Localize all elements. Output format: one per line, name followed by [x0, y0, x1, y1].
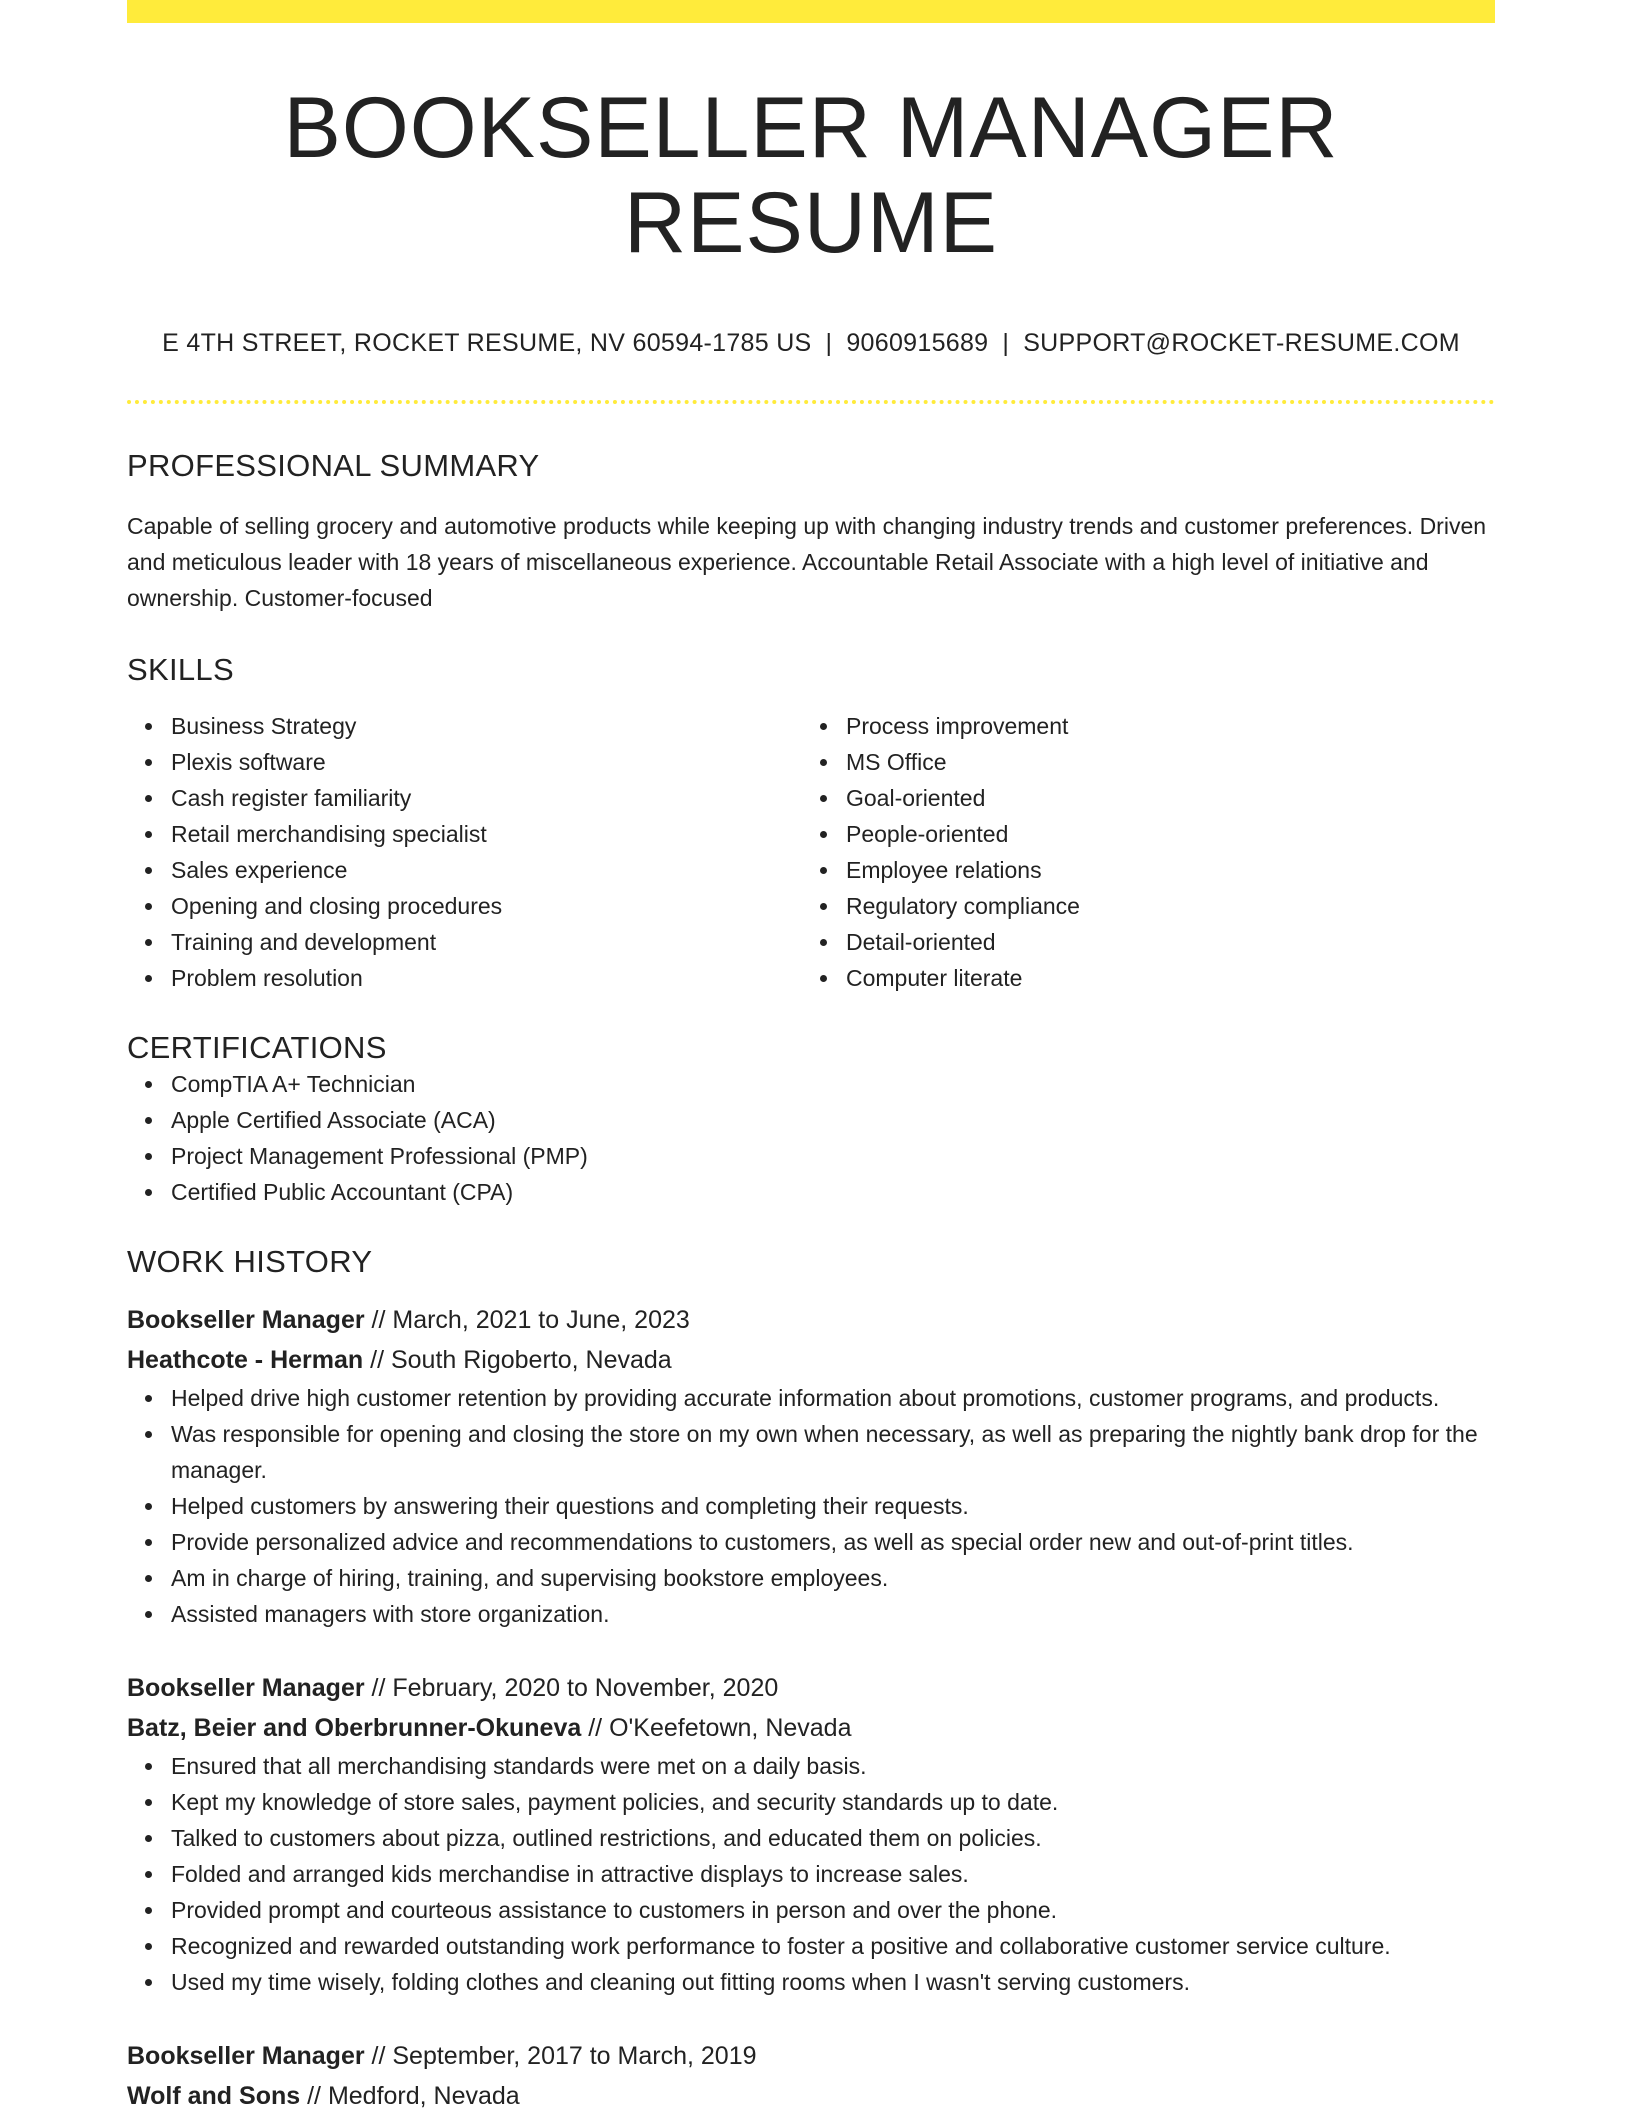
skill-item: Training and development	[171, 924, 802, 960]
skill-item: Employee relations	[846, 852, 1477, 888]
job-duty: Was responsible for opening and closing the store on my own when necessary, as well as preparing the nightly bank drop for the manager.	[171, 1416, 1495, 1488]
job-duty: Helped customers by answering their questions and completing their requests.	[171, 1488, 1495, 1524]
job-entry	[127, 2036, 1495, 2116]
resume-page	[127, 0, 1495, 2116]
job-duty: Kept my knowledge of store sales, payment policies, and security standards up to date.	[171, 1784, 1495, 1820]
job-title-line	[127, 1300, 1495, 1340]
email-link[interactable]: SUPPORT@ROCKET-RESUME.COM	[1023, 329, 1460, 358]
job-duty: Ensured that all merchandising standards were met on a daily basis.	[171, 1748, 1495, 1784]
contact-separator: |	[825, 329, 833, 358]
skill-item: Problem resolution	[171, 960, 802, 996]
job-duty: Recognized and rewarded outstanding work performance to foster a positive and collaborative customer service culture.	[171, 1928, 1495, 1964]
certification-item: Apple Certified Associate (ACA)	[171, 1102, 1495, 1138]
certification-item: Project Management Professional (PMP)	[171, 1138, 1495, 1174]
skill-item: Sales experience	[171, 852, 802, 888]
skills-list-left	[127, 708, 802, 996]
skill-item: Detail-oriented	[846, 924, 1477, 960]
skill-item: Process improvement	[846, 708, 1477, 744]
skill-item: Retail merchandising specialist	[171, 816, 802, 852]
job-entry	[127, 1668, 1495, 2000]
job-title-line	[127, 2036, 1495, 2076]
job-duty: Used my time wisely, folding clothes and cleaning out fitting rooms when I wasn't serving customers.	[171, 1964, 1495, 2000]
job-dates: // March, 2021 to June, 2023	[364, 1306, 690, 1335]
job-duty: Assisted managers with store organization.	[171, 1596, 1495, 1632]
contact-line	[127, 328, 1495, 358]
certification-item: Certified Public Accountant (CPA)	[171, 1174, 1495, 1210]
resume-title: BOOKSELLER MANAGER RESUME	[283, 80, 1339, 271]
job-duty: Talked to customers about pizza, outlined restrictions, and educated them on policies.	[171, 1820, 1495, 1856]
job-duties-list	[127, 1380, 1495, 1632]
job-title: Bookseller Manager	[127, 2042, 365, 2071]
work-history-heading: WORK HISTORY	[127, 1244, 373, 1280]
accent-bar	[127, 0, 1495, 23]
skills-heading: SKILLS	[127, 652, 234, 688]
summary-heading: PROFESSIONAL SUMMARY	[127, 448, 540, 484]
skill-item: Cash register familiarity	[171, 780, 802, 816]
skill-item: Plexis software	[171, 744, 802, 780]
job-title: Bookseller Manager	[127, 1674, 365, 1703]
job-entry	[127, 1300, 1495, 1632]
company-location: // Medford, Nevada	[300, 2082, 520, 2111]
job-company-line	[127, 1708, 1495, 1748]
skill-item: Computer literate	[846, 960, 1477, 996]
dotted-divider	[127, 400, 1495, 404]
job-title: Bookseller Manager	[127, 1306, 365, 1335]
job-duty: Provided prompt and courteous assistance to customers in person and over the phone.	[171, 1892, 1495, 1928]
job-duty: Provide personalized advice and recommendations to customers, as well as special order new and out-of-print titles.	[171, 1524, 1495, 1560]
job-dates: // February, 2020 to November, 2020	[364, 1674, 779, 1703]
skills-list-right	[802, 708, 1477, 996]
skills-column-left	[127, 708, 802, 996]
job-duty: Helped drive high customer retention by providing accurate information about promotions, customer programs, and products.	[171, 1380, 1495, 1416]
job-company-line	[127, 2076, 1495, 2116]
company-name: Batz, Beier and Oberbrunner-Okuneva	[127, 1714, 582, 1743]
summary-text: Capable of selling grocery and automotive products while keeping up with changing industry trends and customer preferences. Driven and meticulous leader with 18 years of miscellaneous experience. Accountable Retail Associate with a high level of initiative and ownership. Customer-focused	[127, 513, 1487, 612]
skill-item: Goal-oriented	[846, 780, 1477, 816]
contact-separator: |	[1002, 329, 1010, 358]
phone: 9060915689	[846, 329, 989, 358]
company-location: // O'Keefetown, Nevada	[581, 1714, 852, 1743]
certifications-list	[127, 1066, 1495, 1210]
job-company-line	[127, 1340, 1495, 1380]
skills-column-right	[802, 708, 1477, 996]
skill-item: Business Strategy	[171, 708, 802, 744]
certification-item: CompTIA A+ Technician	[171, 1066, 1495, 1102]
job-dates: // September, 2017 to March, 2019	[364, 2042, 757, 2071]
job-duty: Am in charge of hiring, training, and supervising bookstore employees.	[171, 1560, 1495, 1596]
job-duties-list	[127, 1748, 1495, 2000]
skills-columns	[127, 708, 1495, 996]
company-name: Heathcote - Herman	[127, 1346, 364, 1375]
job-duty: Folded and arranged kids merchandise in attractive displays to increase sales.	[171, 1856, 1495, 1892]
job-title-line	[127, 1668, 1495, 1708]
company-name: Wolf and Sons	[127, 2082, 301, 2111]
skill-item: MS Office	[846, 744, 1477, 780]
address: E 4TH STREET, ROCKET RESUME, NV 60594-1785 US	[162, 329, 812, 358]
skill-item: People-oriented	[846, 816, 1477, 852]
skill-item: Regulatory compliance	[846, 888, 1477, 924]
skill-item: Opening and closing procedures	[171, 888, 802, 924]
company-location: // South Rigoberto, Nevada	[363, 1346, 672, 1375]
certifications-heading: CERTIFICATIONS	[127, 1030, 387, 1066]
